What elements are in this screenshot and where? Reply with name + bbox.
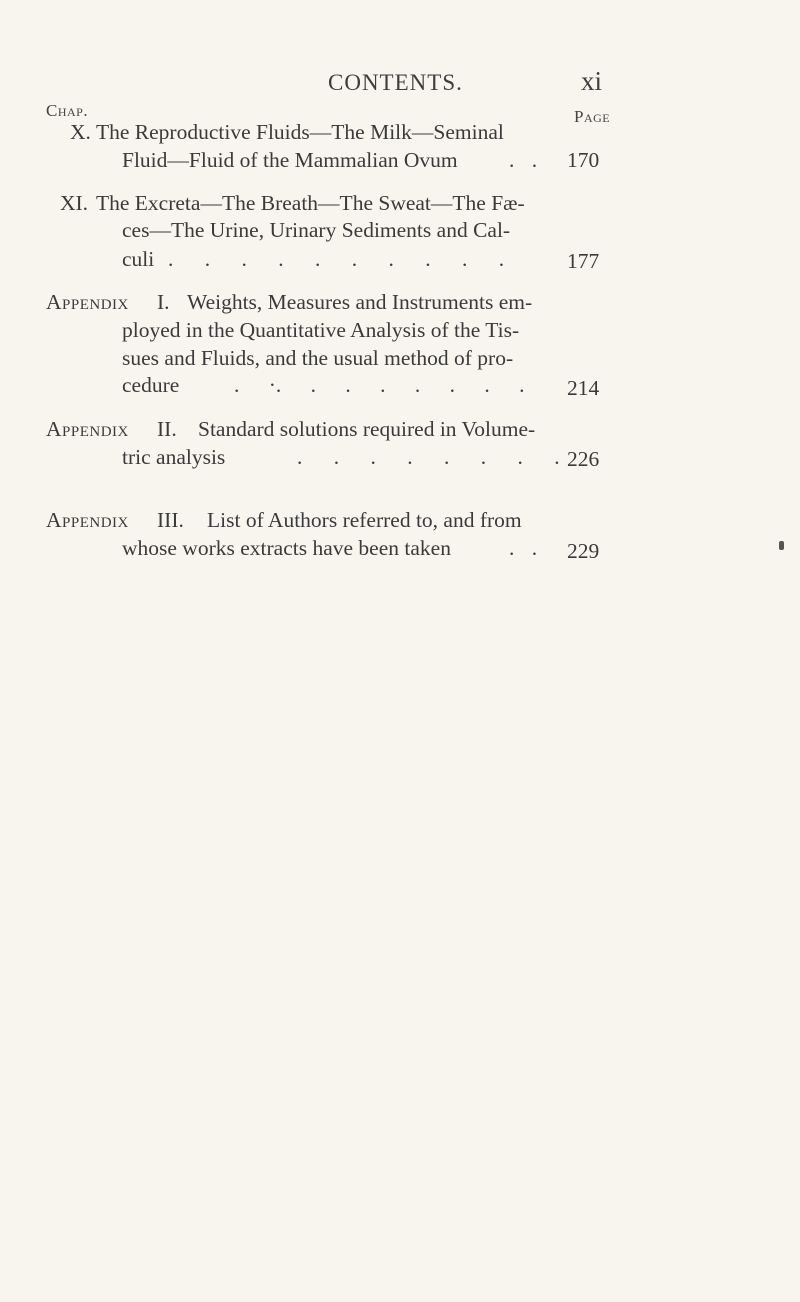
dot-leader: . ·. . . . . . . .: [234, 373, 525, 397]
page-number: xi: [581, 66, 603, 96]
entry-page-number: 229: [567, 539, 600, 563]
entry-number: III.: [157, 508, 184, 532]
entry-title-line: ces—The Urine, Urinary Sediments and Cal-: [122, 218, 511, 242]
entry-page-number: 226: [567, 447, 600, 471]
entry-title-line: The Reproductive Fluids—The Milk—Seminal: [96, 120, 504, 144]
dot-leader: . .: [509, 536, 538, 560]
page-column-label: Page: [574, 107, 611, 126]
entry-page-number: 177: [567, 249, 600, 273]
entry-title-line: The Excreta—The Breath—The Sweat—The Fæ-: [96, 191, 525, 215]
entry-page-number: 214: [567, 376, 600, 400]
entry-title-line: Fluid—Fluid of the Mammalian Ovum: [122, 148, 458, 172]
entry-number: X.: [70, 120, 91, 144]
entry-title-line: culi: [122, 247, 155, 271]
entry-title-line: cedure: [122, 373, 180, 397]
entry-title-line: sues and Fluids, and the usual method of pro-: [122, 346, 514, 370]
entry-number: I.: [157, 290, 170, 314]
entry-page-number: 170: [567, 148, 600, 172]
ink-speck: [779, 541, 784, 550]
entry-number: II.: [157, 417, 177, 441]
chapter-column-label: Chap.: [46, 101, 89, 120]
entry-title-line: tric analysis: [122, 445, 226, 469]
entry-number: XI.: [60, 191, 89, 215]
appendix-label: Appendix: [46, 508, 129, 532]
entry-title-line: List of Authors referred to, and from: [207, 508, 522, 532]
entry-title-line: whose works extracts have been taken: [122, 536, 451, 560]
entry-title-line: Standard solutions required in Volume-: [198, 417, 536, 441]
dot-leader: . . . . . . . . . .: [168, 247, 505, 271]
entry-title-line: ployed in the Quantitative Analysis of the Tis-: [122, 318, 520, 342]
appendix-label: Appendix: [46, 417, 129, 441]
entry-title-line: Weights, Measures and Instruments em-: [187, 290, 533, 314]
appendix-label: Appendix: [46, 290, 129, 314]
running-title: CONTENTS.: [328, 70, 463, 95]
dot-leader: . . . . . . . .: [297, 445, 560, 469]
dot-leader: . .: [509, 148, 538, 172]
